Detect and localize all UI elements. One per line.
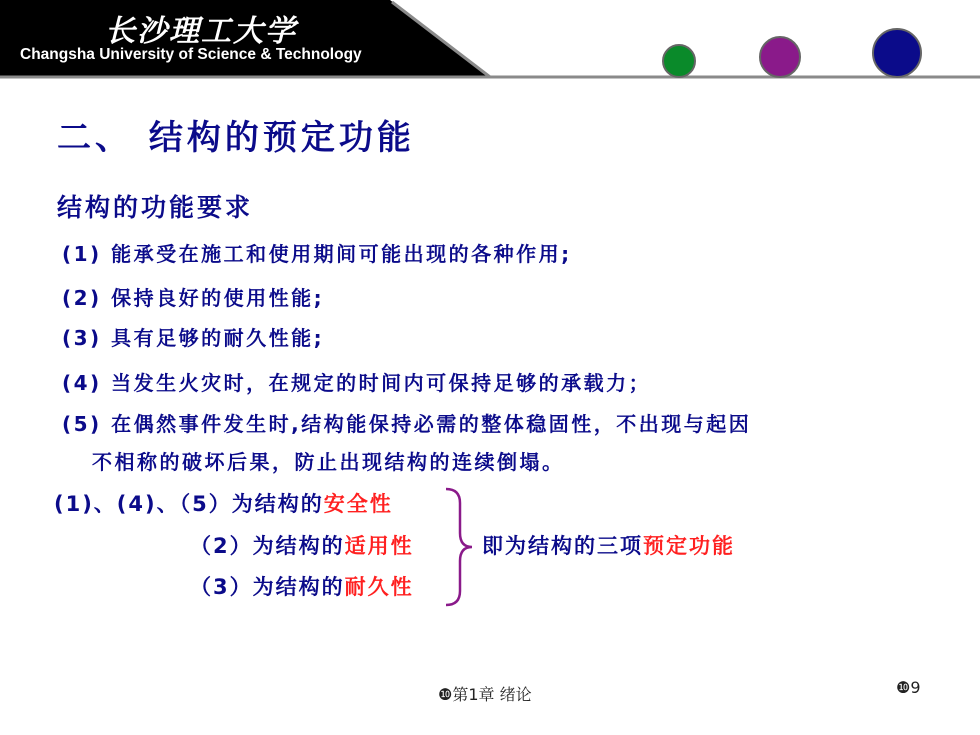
summary-safety <box>54 488 393 518</box>
brace-icon <box>440 485 480 615</box>
summary-durability <box>190 571 414 601</box>
summary-serviceability-highlight: 适用性 <box>344 534 414 558</box>
summary-durability-highlight: 耐久性 <box>344 575 414 599</box>
summary-serviceability <box>190 530 414 560</box>
summary-safety-highlight: 安全性 <box>323 492 393 516</box>
summary-serviceability-prefix: （2）为结构的 <box>190 534 345 558</box>
summary-conclusion <box>482 530 735 560</box>
university-logo-cn: 长沙理工大学 <box>105 14 297 49</box>
green-dot-icon <box>663 45 695 77</box>
slide-title: 二、 结构的预定功能 <box>57 118 415 158</box>
purple-dot-icon <box>760 37 800 77</box>
requirement-5-continued: 不相称的破坏后果，防止出现结构的连续倒塌。 <box>92 450 565 474</box>
requirement-2: (2) 保持良好的使用性能; <box>62 286 325 310</box>
footer-chapter: ❿第1章 绪论 <box>438 685 532 704</box>
requirement-3: (3) 具有足够的耐久性能; <box>62 326 325 350</box>
summary-durability-prefix: （3）为结构的 <box>190 575 345 599</box>
summary-conclusion-prefix: 即为结构的三项 <box>482 534 643 558</box>
requirement-1: (1) 能承受在施工和使用期间可能出现的各种作用; <box>62 242 572 266</box>
requirement-4: (4) 当发生火灾时，在规定的时间内可保持足够的承载力； <box>62 371 652 395</box>
summary-safety-prefix: (1)、(4)、（5）为结构的 <box>54 492 324 516</box>
header-banner <box>0 0 980 80</box>
university-name-en: Changsha University of Science & Technology <box>20 46 362 63</box>
summary-conclusion-highlight: 预定功能 <box>643 534 735 558</box>
blue-dot-icon <box>873 29 921 77</box>
footer-page-number: ❿9 <box>896 678 921 697</box>
requirement-5: (5) 在偶然事件发生时,结构能保持必需的整体稳固性，不出现与起因 <box>62 412 752 436</box>
section-subtitle: 结构的功能要求 <box>57 193 254 222</box>
